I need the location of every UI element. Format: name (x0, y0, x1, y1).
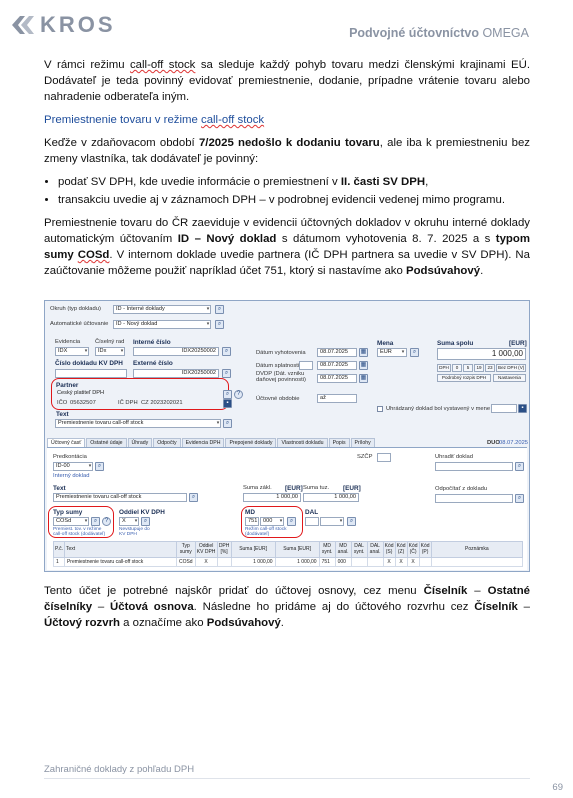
okruh-select[interactable]: ID - Interné doklady (113, 305, 211, 314)
tab-evidencia-dph[interactable]: Evidencia DPH (182, 438, 225, 447)
ico-label: IČO (57, 400, 68, 406)
ciselny-rad-select[interactable]: IDx (95, 347, 125, 356)
paragraph-account-setup: Tento účet je potrebné najskôr pridať do účtovej osnovy, cez menu Číselník – Ostatné číselníky – Účtová osnova. Následne ho pridáme aj do účtového rozvrhu cez Číselník – Účtový rozvrh a označíme ako Podsúvahový. (44, 585, 530, 629)
grid-header[interactable]: Text (64, 542, 176, 558)
datum-splatnosti-field[interactable]: 08.07.2025 (317, 361, 357, 370)
ico-value: 05632507 (70, 400, 96, 406)
grid-header[interactable]: Suma [EUR] (275, 542, 319, 558)
book-title-light: OMEGA (482, 26, 529, 40)
uhradit-label: Uhradiť doklad (435, 454, 473, 460)
chevron-down-icon: ▾ (401, 349, 405, 355)
ciselny-rad-label: Číselný rad (95, 339, 125, 345)
search-icon[interactable]: ⌕ (215, 305, 224, 314)
grid-cell: 1 000,00 (231, 558, 275, 567)
grid-cell: 000 (335, 558, 351, 567)
md-synt-field[interactable]: 751 (245, 517, 259, 526)
search-icon[interactable]: ⌕ (347, 517, 356, 526)
icdph-value: CZ 2023202021 (141, 400, 183, 406)
dvdp-label: DVDP (Dát. vzniku daňovej povinnosti) (256, 371, 306, 383)
bez-dph-button[interactable]: Bez DPH (V) (498, 365, 525, 370)
md-label: MD (245, 509, 255, 516)
suma-spolu-label: Suma spolu (437, 340, 474, 347)
grid-header[interactable]: MD synt. (319, 542, 335, 558)
tab-prilohy[interactable]: Prílohy (351, 438, 375, 447)
mena-select[interactable]: EUR (377, 348, 407, 357)
odpocitat-field[interactable] (435, 494, 513, 503)
suma-zakl-currency: [EUR] (285, 485, 303, 492)
icdph-label: IČ DPH (118, 400, 138, 406)
grid-cell: X (195, 558, 217, 567)
page-header (0, 0, 573, 48)
search-icon[interactable]: ⌕ (515, 462, 524, 471)
cislo-kv-label: Číslo dokladu KV DPH (55, 360, 123, 367)
grid-header[interactable]: Poznámka (431, 542, 522, 558)
tab-popis[interactable]: Popis (329, 438, 350, 447)
obligations-list (44, 174, 530, 208)
odpocitat-label: Odpočítať z dokladu (435, 486, 488, 492)
grid-cell: 751 (319, 558, 335, 567)
chevron-down-icon: ▾ (134, 518, 138, 524)
duo-label: DUO (487, 440, 500, 446)
chevron-down-icon: ▾ (206, 306, 210, 312)
suma-zakl-label: Suma zákl. (243, 485, 272, 491)
uhradzany-checkbox[interactable] (377, 406, 383, 412)
omega-screenshot (44, 300, 530, 572)
md-note: Režim call-off stock (dodávateľ) (245, 527, 287, 538)
tab-odpocty[interactable]: Odpočty (153, 438, 180, 447)
search-icon[interactable]: ⌕ (141, 517, 150, 526)
tab-prepojene-doklady[interactable]: Prepojené doklady (225, 438, 276, 447)
grid-header[interactable]: DAL anal. (367, 542, 383, 558)
grid-header[interactable]: DAL synt. (351, 542, 367, 558)
auto-uctovanie-select[interactable]: ID - Nový doklad (113, 320, 211, 329)
rozpis-dph-button[interactable]: Podrobný rozpis DPH (437, 374, 491, 382)
grid-cell (351, 558, 367, 567)
dph-rate-button[interactable]: 19 (474, 364, 484, 372)
tab-uctovna-cast[interactable]: Účtovný časť (47, 438, 85, 447)
md-anal-field[interactable]: 000 (260, 517, 284, 526)
uhradzany-label: Uhrádzaný doklad bol vystavený v mene (386, 406, 491, 412)
grid-header[interactable]: Kód (S) (383, 542, 395, 558)
uhradit-field[interactable] (435, 462, 513, 471)
partner-name[interactable]: Český platiteľ DPH (57, 390, 105, 396)
szcp-select[interactable] (377, 453, 391, 462)
help-icon[interactable]: ? (234, 390, 243, 399)
typ-sumy-select[interactable]: COSd (53, 517, 89, 526)
grid-header[interactable]: Kód (Z) (395, 542, 407, 558)
cislo-kv-field[interactable] (55, 369, 127, 378)
footer-chapter: Zahraničné doklady z pohľadu DPH (44, 764, 195, 775)
grid-header[interactable]: Kód (Č) (407, 542, 419, 558)
chevron-down-icon: ▾ (339, 518, 343, 524)
uhradzany-mena-field[interactable] (491, 404, 517, 413)
text-label: Text (56, 411, 69, 418)
grid-cell: X (395, 558, 407, 567)
book-title (349, 26, 529, 40)
grid-cell: X (383, 558, 395, 567)
suma-tuz-label: Suma tuz. (303, 485, 330, 491)
footer-divider (44, 778, 530, 779)
tab-ostatne-udaje[interactable]: Ostatné údaje (86, 438, 126, 447)
grid-cell (217, 558, 231, 567)
uctovne-obdobie-select[interactable]: až (317, 394, 357, 403)
search-icon[interactable]: ⌕ (95, 462, 104, 471)
okruh-label: Okruh (typ dokladu) (50, 306, 101, 312)
auto-uctovanie-label: Automatické účtovanie (50, 321, 109, 327)
uctovna-cast-panel (47, 448, 527, 570)
page-number: 69 (552, 782, 563, 793)
chevron-down-icon: ▾ (120, 348, 124, 354)
grid-cell (367, 558, 383, 567)
duo-value[interactable]: 08.07.2025 (499, 440, 529, 446)
dph-rate-button[interactable]: 5 (463, 364, 473, 372)
datum-vyhotovenia-field[interactable]: 08.07.2025 (317, 348, 357, 357)
grid-header-row (54, 542, 523, 558)
book-title-bold: Podvojné účtovníctvo (349, 26, 479, 40)
dvdp-field[interactable]: 08.07.2025 (317, 374, 357, 383)
grid-header[interactable]: Typ sumy (176, 542, 195, 558)
interne-cislo-label: Interné číslo (133, 339, 171, 346)
datum-splatnosti-label: Dátum splatnosti (256, 363, 300, 369)
datum-vyhotovenia-label: Dátum vyhotovenia (256, 350, 306, 356)
help-icon[interactable]: ? (102, 517, 111, 526)
search-icon[interactable]: ⌕ (410, 348, 419, 357)
suma-spolu-currency: [EUR] (509, 340, 527, 347)
search-icon[interactable]: ⌕ (222, 347, 231, 356)
typ-sumy-note: Premiest. tov. v režime call-off stock (dodávateľ) (53, 527, 106, 538)
section-heading: Premiestnenie tovaru v režime call-off stock (44, 114, 265, 126)
dal-label: DAL (305, 509, 319, 516)
paragraph-intro: V rámci režimu call-off stock sa sleduje každý pohyb tovaru medzi členskými krajinami EÚ. Dodávateľ je teda povinný evidovať premiestnenie, dodanie, prípadne vrátenie tovaru alebo nahradenie odberateľa iným. (44, 59, 530, 103)
nastavenia-button[interactable]: Nastavenia (493, 374, 526, 382)
logo-text: KROS (40, 12, 116, 37)
chevron-down-icon: ▾ (88, 463, 92, 469)
grid-cell: Premiestnenie tovaru call-off stock (64, 558, 176, 567)
partner-label: Partner (56, 382, 79, 389)
oddiel-kv-note: Nevstupuje do KV DPH (119, 527, 150, 538)
grid-header[interactable]: Oddiel KV DPH (195, 542, 217, 558)
kros-logo-icon (10, 14, 36, 36)
evidencia-select[interactable]: IDX (55, 347, 89, 356)
grid-cell: X (407, 558, 419, 567)
dph-button[interactable]: DPH (437, 364, 451, 372)
search-icon[interactable]: ⌕ (215, 320, 224, 329)
grid-cell: COSd (176, 558, 195, 567)
search-icon[interactable]: ⌕ (91, 517, 100, 526)
search-icon[interactable]: ⌕ (189, 493, 198, 502)
splatnost-days-field[interactable] (299, 361, 313, 370)
chevron-down-icon: ▾ (279, 518, 283, 524)
tab-uhrady[interactable]: Úhrady (128, 438, 153, 447)
list-item: • podať SV DPH, kde uvedie informácie o premiestnení v II. časti SV DPH, (58, 174, 530, 190)
oddiel-kv-label: Oddiel KV DPH (119, 509, 165, 516)
oddiel-kv-select[interactable]: X (119, 517, 139, 526)
paragraph-recording: Premiestnenie tovaru do ČR zaeviduje v evidencii účtovných dokladov v okruhu interné doklady automatickým účtovaním ID – Nový doklad s dátumom vyhotovenia 8. 7. 2025 a s typom sumy COSd. V internom doklade uvedie partnera (IČ DPH partnera sa uvedie v SV DPH). Na zaúčtovanie môžeme použiť napríklad účet 751, ktorý si nastavíme ako Podsúvahový. (44, 217, 530, 277)
dph-rate-button[interactable]: 0 (452, 364, 462, 372)
suma-spolu-field[interactable]: 1 000,00 (437, 348, 526, 360)
currency-icon[interactable]: ▪ (518, 404, 527, 413)
entries-grid (53, 541, 523, 567)
table-row[interactable] (54, 558, 523, 567)
predkontacia-label: Predkontácia (53, 454, 87, 460)
search-icon[interactable]: ⌕ (223, 419, 232, 428)
document-body-continued (44, 583, 530, 638)
text-field[interactable]: Premiestnenie tovaru call-off stock (55, 419, 221, 428)
partner-detail-icon[interactable]: ▪ (223, 399, 232, 408)
grid-cell: 1 (54, 558, 65, 567)
grid-header[interactable]: Suma [EUR] (231, 542, 275, 558)
calendar-icon[interactable]: ▦ (360, 375, 367, 381)
search-icon[interactable]: ⌕ (223, 390, 232, 399)
chevron-down-icon: ▾ (84, 518, 88, 524)
chevron-down-icon: ▾ (206, 321, 210, 327)
tab-vlastnosti-dokladu[interactable]: Vlastnosti dokladu (277, 438, 327, 447)
grid-header[interactable]: P.č. (54, 542, 65, 558)
interne-cislo-field[interactable]: IDX20250002 (133, 347, 219, 356)
predkontacia-note: Interný doklad (53, 473, 90, 479)
mena-label: Mena (377, 340, 394, 347)
document-tabs (47, 438, 527, 448)
dph-rate-button[interactable]: 23 (485, 364, 495, 372)
externe-cislo-label: Externé číslo (133, 360, 173, 367)
grid-header[interactable]: DPH [%] (217, 542, 231, 558)
typ-sumy-label: Typ sumy (53, 509, 83, 516)
list-item: • transakciu uvedie aj v záznamoch DPH – v podrobnej evidencii vedenej mimo programu. (58, 192, 530, 208)
suma-tuz-currency: [EUR] (343, 485, 361, 492)
search-icon[interactable]: ⌕ (222, 369, 231, 378)
paragraph-period: Keďže v zdaňovacom období 7/2025 nedošlo k dodaniu tovaru, ale iba k premiestneniu bez zmeny vlastníka, tak dodávateľ je povinný: (44, 137, 530, 165)
chevron-down-icon: ▾ (216, 420, 220, 426)
evidencia-label: Evidencia (55, 339, 81, 345)
kros-logo (10, 12, 116, 38)
grid-cell (419, 558, 431, 567)
dal-synt-field[interactable] (305, 517, 319, 526)
grid-header[interactable]: MD anal. (335, 542, 351, 558)
predkontacia-select[interactable]: ID-00 (53, 462, 93, 471)
search-icon[interactable]: ⌕ (287, 517, 296, 526)
szcp-label: SZČP (357, 454, 373, 460)
grid-cell (431, 558, 522, 567)
suma-zakl-field[interactable]: 1 000,00 (243, 493, 301, 502)
uctovne-obdobie-label: Účtovné obdobie (256, 396, 300, 402)
search-icon[interactable]: ⌕ (515, 494, 524, 503)
text2-field[interactable]: Premiestnenie tovaru call-off stock (53, 493, 187, 502)
chevron-down-icon: ▾ (84, 348, 88, 354)
calendar-icon[interactable]: ▦ (360, 349, 367, 355)
calendar-icon[interactable]: ▦ (360, 362, 367, 368)
externe-cislo-field[interactable]: IDX20250002 (133, 369, 219, 378)
document-body (44, 57, 530, 286)
suma-tuz-field[interactable]: 1 000,00 (303, 493, 359, 502)
text2-label: Text (53, 485, 66, 492)
grid-cell: 1 000,00 (275, 558, 319, 567)
grid-header[interactable]: Kód (P) (419, 542, 431, 558)
